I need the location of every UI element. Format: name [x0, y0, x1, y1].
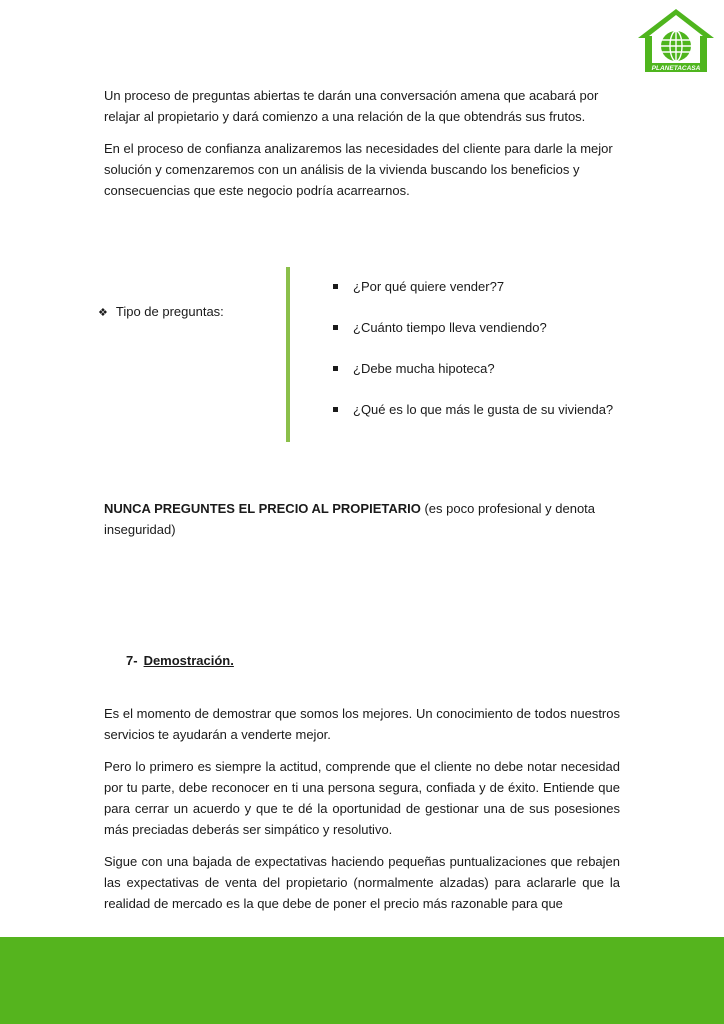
footer-band — [0, 937, 724, 1024]
question-types-text: Tipo de preguntas: — [115, 304, 224, 319]
warning-paragraph — [104, 498, 620, 540]
section-number: 7- — [126, 653, 138, 668]
warning-bold: NUNCA PREGUNTES EL PRECIO AL PROPIETARIO — [104, 501, 421, 516]
section-heading — [126, 650, 234, 671]
question-item: ¿Por qué quiere vender?7 — [333, 276, 613, 317]
section-paragraph-1: Es el momento de demostrar que somos los mejores. Un conocimiento de todos nuestros servicios te ayudarán a venderte mejor. — [104, 706, 620, 742]
vertical-divider — [286, 267, 290, 442]
question-list — [333, 276, 613, 440]
question-item: ¿Qué es lo que más le gusta de su vivienda? — [333, 399, 613, 440]
logo-text: PLANETACASA — [651, 65, 701, 72]
square-bullet-icon — [333, 366, 338, 371]
square-bullet-icon — [333, 325, 338, 330]
intro-paragraph-2: En el proceso de confianza analizaremos las necesidades del cliente para darle la mejor solución y comenzaremos con un análisis de la vivienda buscando los beneficios y consecuencias que este negocio podría acarrearnos. — [104, 141, 613, 198]
square-bullet-icon — [333, 407, 338, 412]
section-paragraph-3: Sigue con una bajada de expectativas haciendo pequeñas puntualizaciones que rebajen las expectativas de venta del propietario (normalmente alzadas) para aclararle que la realidad de mercado es la que debe de poner el precio más razonable para que — [104, 854, 620, 911]
question-item: ¿Cuánto tiempo lleva vendiendo? — [333, 317, 613, 358]
section-paragraph-2: Pero lo primero es siempre la actitud, comprende que el cliente no debe notar necesidad por tu parte, debe reconocer en ti una persona segura, confiada y de éxito. Entiende que para cerrar un acuerdo y que te dé la oportunidad de gestionar una de sus posesiones más preciadas deberás ser simpático y resolutivo. — [104, 759, 620, 837]
planetacasa-logo — [637, 8, 715, 74]
diamond-bullet-icon: ❖ — [98, 307, 108, 319]
question-item: ¿Debe mucha hipoteca? — [333, 358, 613, 399]
intro-paragraph-1: Un proceso de preguntas abiertas te darán una conversación amena que acabará por relajar al propietario y dará comienzo a una relación de la que obtendrás sus frutos. — [104, 88, 599, 124]
section-title: Demostración. — [143, 653, 234, 668]
question-types-label — [98, 301, 224, 324]
warning-rest: (es poco profesional y denota inseguridad) — [104, 501, 596, 537]
square-bullet-icon — [333, 284, 338, 289]
